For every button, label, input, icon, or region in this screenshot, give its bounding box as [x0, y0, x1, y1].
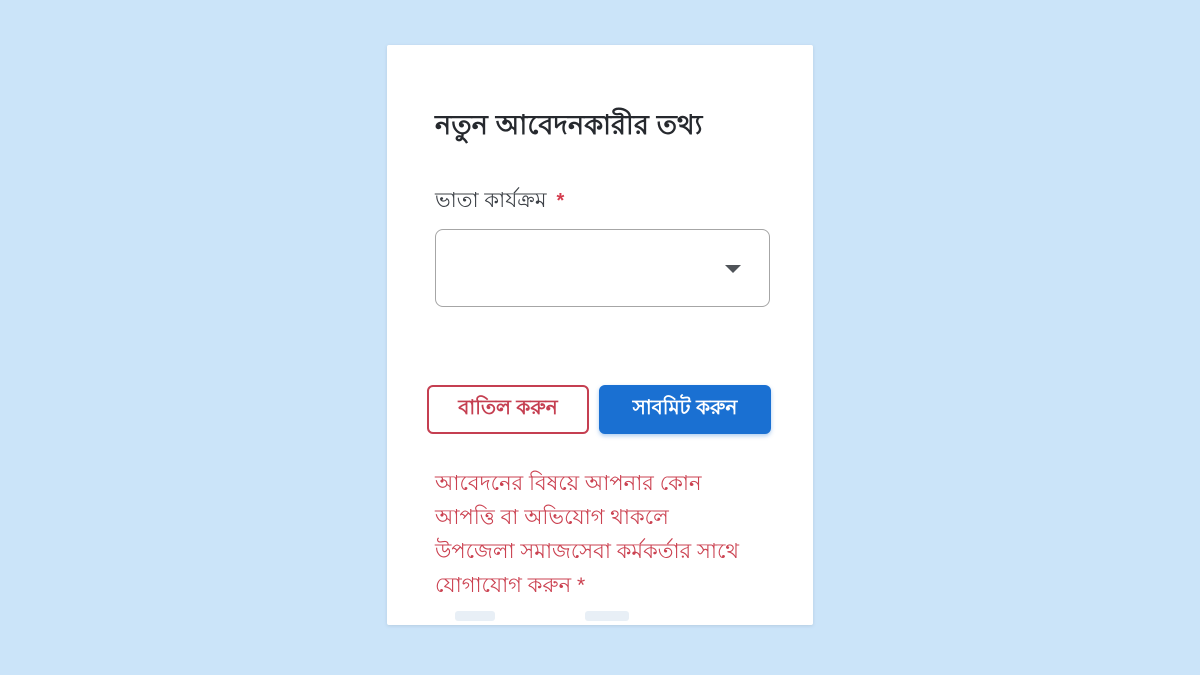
faint-bottom-artifact: [455, 611, 495, 621]
allowance-field-label: ভাতা কার্যক্রম: [435, 189, 547, 212]
cancel-button[interactable]: বাতিল করুন: [427, 385, 589, 434]
notice-line: যোগাযোগ করুন *: [435, 574, 586, 597]
new-applicant-form-card: [387, 45, 813, 625]
submit-button[interactable]: সাবমিট করুন: [599, 385, 771, 434]
page-title: নতুন আবেদনকারীর তথ্য: [435, 110, 703, 140]
faint-bottom-artifact: [585, 611, 629, 621]
caret-down-icon: [725, 265, 741, 273]
notice-line: আপত্তি বা অভিযোগ থাকলে: [435, 506, 669, 529]
allowance-program-dropdown[interactable]: [435, 229, 770, 307]
complaint-notice: [435, 467, 773, 603]
required-asterisk: *: [556, 190, 565, 212]
form-actions: [427, 385, 773, 434]
allowance-field-label-row: [435, 184, 773, 219]
notice-line: উপজেলা সমাজসেবা কর্মকর্তার সাথে: [435, 540, 740, 563]
notice-line: আবেদনের বিষয়ে আপনার কোন: [435, 472, 702, 495]
